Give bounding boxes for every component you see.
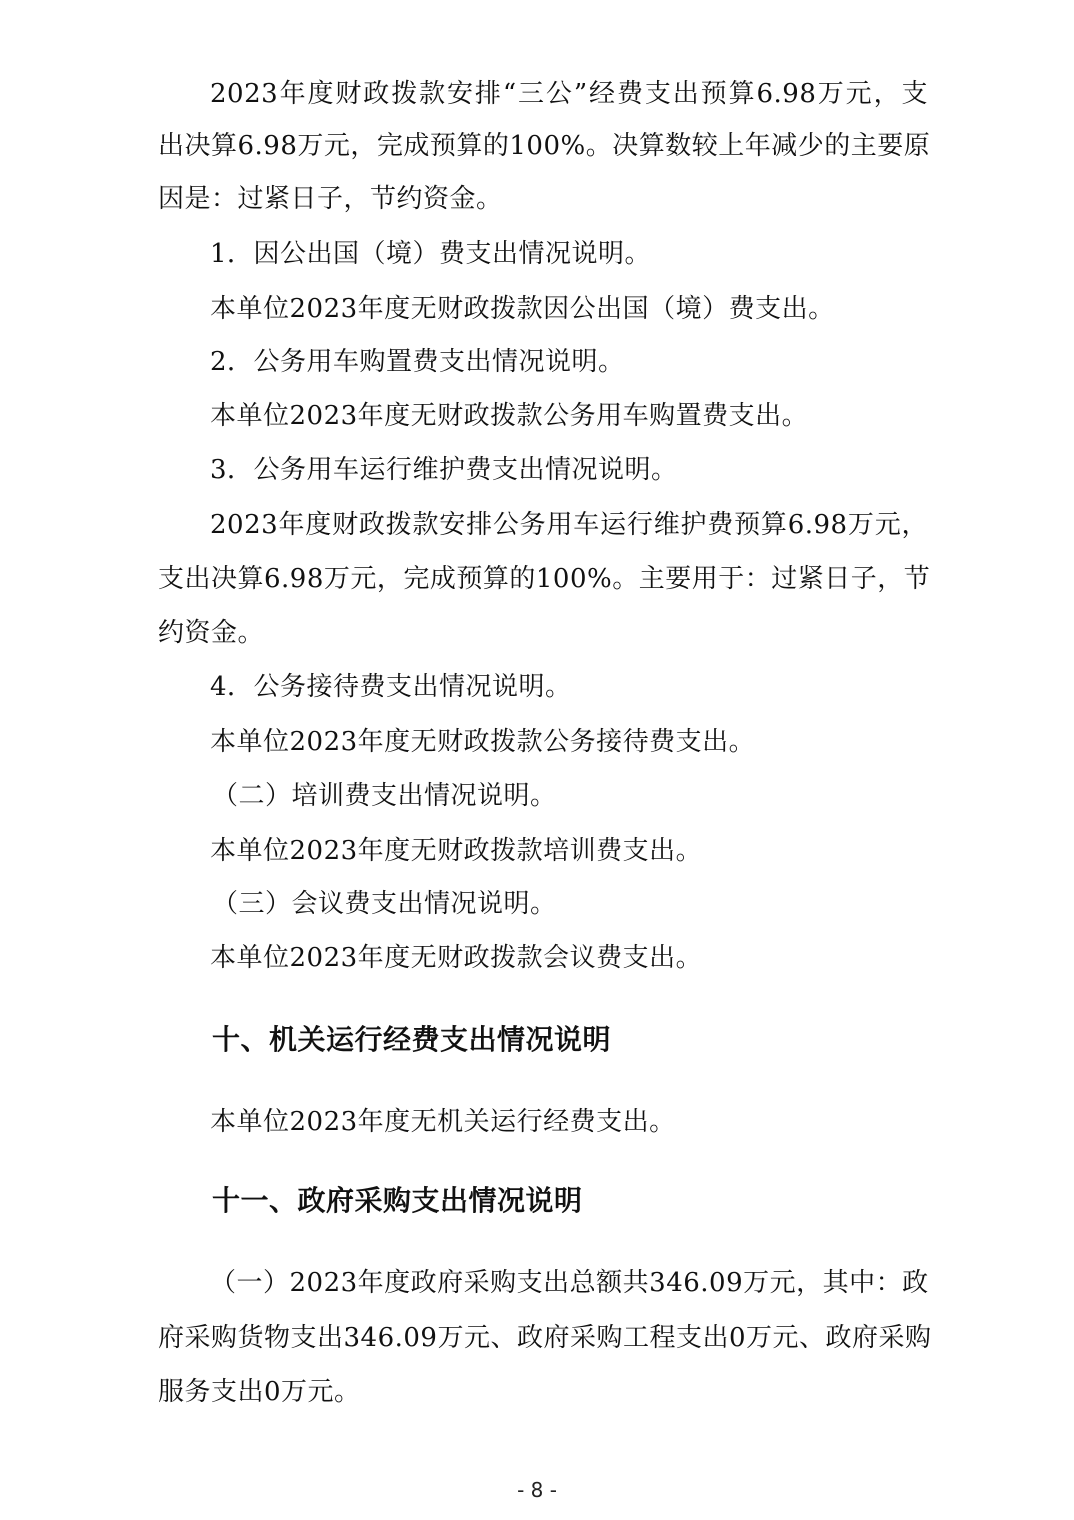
paragraph-line: 本单位2023年度无财政拨款会议费支出。 xyxy=(210,943,703,973)
paragraph-line: 支出决算6.98万元，完成预算的100%。主要用于：过紧日子，节 xyxy=(158,564,931,594)
subsection-title: 4．公务接待费支出情况说明。 xyxy=(210,672,572,702)
paragraph-line: 本单位2023年度无财政拨款公务用车购置费支出。 xyxy=(210,401,809,431)
paragraph-line: 本单位2023年度无机关运行经费支出。 xyxy=(210,1107,676,1137)
subsection-title: （二）培训费支出情况说明。 xyxy=(212,781,557,811)
paragraph-line: 约资金。 xyxy=(158,618,265,648)
section-heading: 十一、政府采购支出情况说明 xyxy=(212,1184,583,1217)
paragraph-line: 本单位2023年度无财政拨款因公出国（境）费支出。 xyxy=(210,294,835,324)
paragraph-line: 2023年度财政拨款安排公务用车运行维护费预算6.98万元， xyxy=(210,510,928,540)
paragraph-line: 服务支出0万元。 xyxy=(158,1377,361,1407)
subsection-title: 1．因公出国（境）费支出情况说明。 xyxy=(210,239,652,269)
section-heading: 十、机关运行经费支出情况说明 xyxy=(212,1023,612,1056)
paragraph-line: 府采购货物支出346.09万元、政府采购工程支出0万元、政府采购 xyxy=(158,1323,932,1353)
subsection-title: 3．公务用车运行维护费支出情况说明。 xyxy=(210,455,678,485)
paragraph-line: 本单位2023年度无财政拨款公务接待费支出。 xyxy=(210,727,756,757)
paragraph-line: 本单位2023年度无财政拨款培训费支出。 xyxy=(210,836,703,866)
paragraph-line: 因是：过紧日子，节约资金。 xyxy=(158,184,503,214)
paragraph-line: （一）2023年度政府采购支出总额共346.09万元，其中：政 xyxy=(210,1268,929,1298)
subsection-title: （三）会议费支出情况说明。 xyxy=(212,889,557,919)
paragraph-line: 出决算6.98万元，完成预算的100%。决算数较上年减少的主要原 xyxy=(158,131,931,161)
subsection-title: 2．公务用车购置费支出情况说明。 xyxy=(210,347,625,377)
page-number: - 8 - xyxy=(517,1478,557,1502)
paragraph-line: 2023年度财政拨款安排“三公”经费支出预算6.98万元，支 xyxy=(210,79,928,109)
